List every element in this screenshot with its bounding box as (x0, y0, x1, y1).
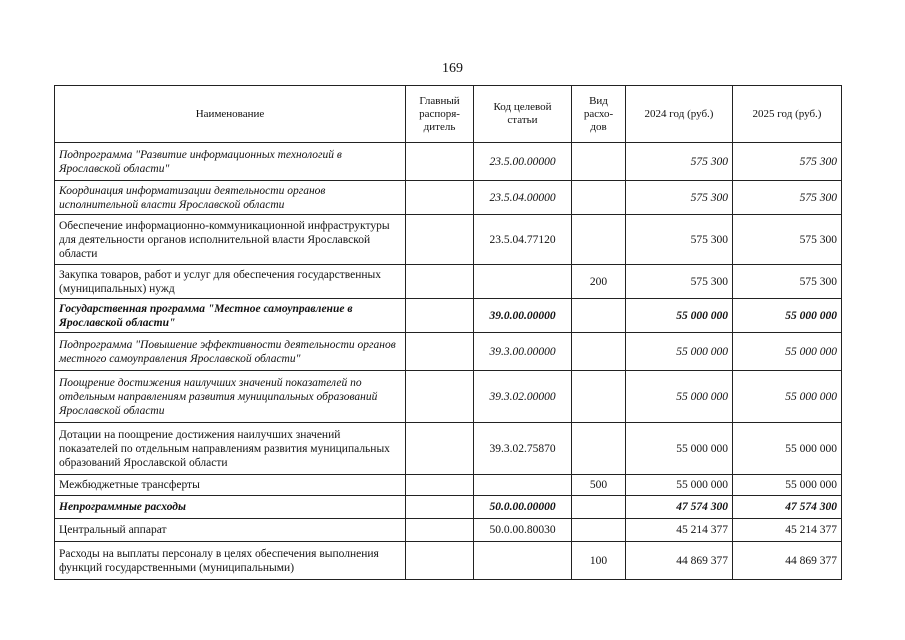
cell-2025: 55 000 000 (733, 423, 842, 475)
cell-kvr (572, 423, 626, 475)
cell-kvr: 100 (572, 542, 626, 580)
cell-2025: 575 300 (733, 215, 842, 265)
cell-name: Подпрограмма "Повышение эффективности деятельности органов местного самоуправления Ярославской области" (55, 333, 406, 371)
cell-code: 39.3.02.75870 (474, 423, 572, 475)
cell-kvr (572, 519, 626, 542)
cell-code: 39.3.02.00000 (474, 371, 572, 423)
cell-code: 23.5.00.00000 (474, 143, 572, 181)
cell-kvr (572, 143, 626, 181)
table-row (55, 181, 842, 215)
cell-code: 23.5.04.77120 (474, 215, 572, 265)
cell-kvr (572, 299, 626, 333)
cell-admin (406, 371, 474, 423)
cell-2024: 55 000 000 (626, 475, 733, 496)
cell-name: Подпрограмма "Развитие информационных технологий в Ярославской области" (55, 143, 406, 181)
table-row (55, 519, 842, 542)
header-admin: Главный распоря-дитель (406, 86, 474, 143)
cell-kvr: 500 (572, 475, 626, 496)
cell-code: 50.0.00.80030 (474, 519, 572, 542)
cell-kvr (572, 496, 626, 519)
cell-code: 23.5.04.00000 (474, 181, 572, 215)
cell-code (474, 542, 572, 580)
cell-name: Закупка товаров, работ и услуг для обеспечения государственных (муниципальных) нужд (55, 265, 406, 299)
cell-2025: 55 000 000 (733, 299, 842, 333)
table-row (55, 265, 842, 299)
cell-name: Дотации на поощрение достижения наилучших значений показателей по отдельным направлениям развития муниципальных образований Ярославской области (55, 423, 406, 475)
cell-2024: 55 000 000 (626, 423, 733, 475)
table-row (55, 423, 842, 475)
cell-2024: 575 300 (626, 215, 733, 265)
cell-admin (406, 143, 474, 181)
header-code: Код целевой статьи (474, 86, 572, 143)
cell-admin (406, 181, 474, 215)
cell-2024: 55 000 000 (626, 299, 733, 333)
budget-table (54, 85, 842, 580)
cell-2025: 44 869 377 (733, 542, 842, 580)
cell-name: Координация информатизации деятельности органов исполнительной власти Ярославской области (55, 181, 406, 215)
cell-2025: 575 300 (733, 143, 842, 181)
cell-kvr (572, 181, 626, 215)
table-row (55, 542, 842, 580)
table-row (55, 475, 842, 496)
cell-admin (406, 423, 474, 475)
cell-name: Обеспечение информационно-коммуникационной инфраструктуры для деятельности органов исполнительной власти Ярославской области (55, 215, 406, 265)
cell-2024: 55 000 000 (626, 371, 733, 423)
cell-code (474, 475, 572, 496)
cell-admin (406, 496, 474, 519)
header-2024: 2024 год (руб.) (626, 86, 733, 143)
cell-code: 39.3.00.00000 (474, 333, 572, 371)
cell-2025: 55 000 000 (733, 475, 842, 496)
cell-2025: 47 574 300 (733, 496, 842, 519)
cell-2025: 45 214 377 (733, 519, 842, 542)
table-row (55, 333, 842, 371)
cell-2024: 47 574 300 (626, 496, 733, 519)
cell-2024: 44 869 377 (626, 542, 733, 580)
cell-admin (406, 299, 474, 333)
cell-kvr (572, 215, 626, 265)
header-row (55, 86, 842, 143)
cell-name: Непрограммные расходы (55, 496, 406, 519)
cell-2025: 575 300 (733, 265, 842, 299)
header-name: Наименование (55, 86, 406, 143)
header-2025: 2025 год (руб.) (733, 86, 842, 143)
cell-kvr (572, 333, 626, 371)
cell-2024: 55 000 000 (626, 333, 733, 371)
cell-2025: 575 300 (733, 181, 842, 215)
table-row (55, 299, 842, 333)
table-row (55, 143, 842, 181)
cell-code (474, 265, 572, 299)
cell-code: 50.0.00.00000 (474, 496, 572, 519)
header-kvr: Вид расхо-дов (572, 86, 626, 143)
table-row (55, 496, 842, 519)
table-row (55, 371, 842, 423)
cell-2025: 55 000 000 (733, 371, 842, 423)
cell-name: Государственная программа "Местное самоуправление в Ярославской области" (55, 299, 406, 333)
cell-admin (406, 519, 474, 542)
table-row (55, 215, 842, 265)
cell-name: Межбюджетные трансферты (55, 475, 406, 496)
cell-admin (406, 215, 474, 265)
cell-kvr: 200 (572, 265, 626, 299)
cell-2024: 45 214 377 (626, 519, 733, 542)
cell-admin (406, 265, 474, 299)
cell-2024: 575 300 (626, 265, 733, 299)
cell-name: Поощрение достижения наилучших значений показателей по отдельным направлениям развития муниципальных образований Ярославской области (55, 371, 406, 423)
cell-admin (406, 475, 474, 496)
cell-name: Центральный аппарат (55, 519, 406, 542)
page-number: 169 (442, 61, 463, 76)
cell-2025: 55 000 000 (733, 333, 842, 371)
cell-2024: 575 300 (626, 143, 733, 181)
cell-admin (406, 333, 474, 371)
cell-2024: 575 300 (626, 181, 733, 215)
cell-admin (406, 542, 474, 580)
cell-code: 39.0.00.00000 (474, 299, 572, 333)
cell-name: Расходы на выплаты персоналу в целях обеспечения выполнения функций государственными (муниципальными) (55, 542, 406, 580)
cell-kvr (572, 371, 626, 423)
